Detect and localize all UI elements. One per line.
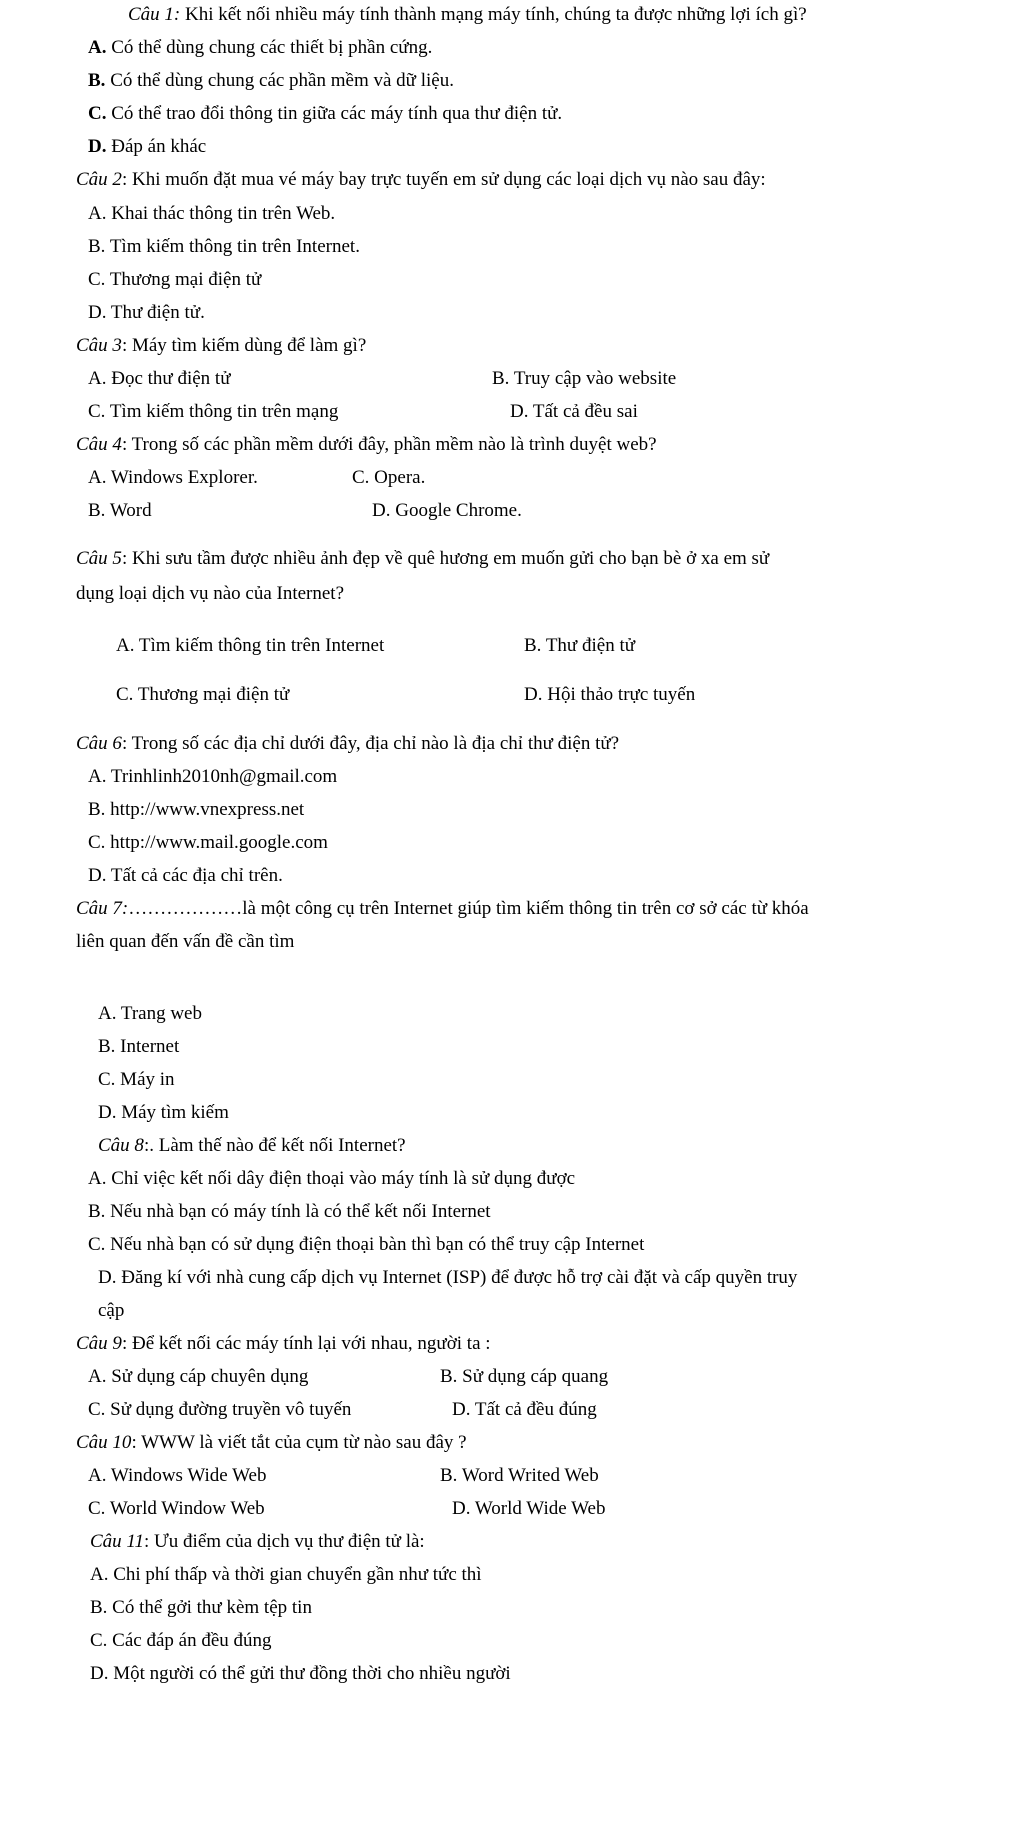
option-2a: A. Khai thác thông tin trên Web. — [88, 203, 336, 224]
question-text: : Trong số các địa chỉ dưới đây, địa chỉ nào là địa chỉ thư điện tử? — [121, 733, 620, 754]
option-3a: A. Đọc thư điện tử — [88, 368, 231, 389]
option-11c: C. Các đáp án đều đúng — [90, 1630, 272, 1651]
question-label: Câu 3 — [76, 335, 122, 356]
question-11 — [90, 1531, 425, 1553]
question-9 — [76, 1333, 491, 1355]
question-text: : Máy tìm kiếm dùng để làm gì? — [121, 335, 367, 356]
question-5-continuation: dụng loại dịch vụ nào của Internet? — [76, 583, 345, 604]
question-text: : Ưu điểm của dịch vụ thư điện tử là: — [144, 1531, 425, 1552]
option-2b: B. Tìm kiếm thông tin trên Internet. — [88, 236, 360, 257]
option-8c: C. Nếu nhà bạn có sử dụng điện thoại bàn thì bạn có thể truy cập Internet — [88, 1234, 645, 1255]
option-1d: D. Đáp án khác — [88, 136, 207, 157]
option-11d: D. Một người có thể gửi thư đồng thời cho nhiều người — [90, 1663, 511, 1684]
option-7a: A. Trang web — [98, 1003, 202, 1024]
option-4d: D. Google Chrome. — [372, 500, 522, 521]
question-text: Khi kết nối nhiều máy tính thành mạng máy tính, chúng ta được những lợi ích gì? — [180, 4, 807, 25]
option-4b: B. Word — [88, 500, 152, 521]
option-3b: B. Truy cập vào website — [492, 368, 677, 389]
option-3c: C. Tìm kiếm thông tin trên mạng — [88, 401, 339, 422]
option-4c: C. Opera. — [352, 467, 426, 488]
question-text: : Trong số các phần mềm dưới đây, phần mềm nào là trình duyệt web? — [121, 434, 657, 455]
option-1c: C. Có thể trao đổi thông tin giữa các máy tính qua thư điện tử. — [88, 103, 563, 124]
option-7b: B. Internet — [98, 1036, 180, 1057]
option-9d: D. Tất cả đều đúng — [452, 1399, 597, 1420]
option-4a: A. Windows Explorer. — [88, 467, 258, 488]
option-6d: D. Tất cả các địa chỉ trên. — [88, 865, 283, 886]
option-8b: B. Nếu nhà bạn có máy tính là có thể kết nối Internet — [88, 1201, 491, 1222]
question-3 — [76, 335, 366, 357]
option-5d: D. Hội thảo trực tuyến — [524, 684, 696, 705]
question-label: Câu 6 — [76, 733, 122, 754]
question-5 — [76, 548, 769, 570]
question-1 — [128, 4, 807, 26]
option-2d: D. Thư điện tử. — [88, 302, 205, 323]
question-text: : Để kết nối các máy tính lại với nhau, người ta : — [121, 1333, 491, 1354]
question-label: Câu 8 — [98, 1135, 144, 1156]
question-text: : WWW là viết tắt của cụm từ nào sau đây ? — [131, 1432, 467, 1453]
question-8 — [98, 1135, 406, 1157]
option-6c: C. http://www.mail.google.com — [88, 832, 328, 853]
option-9c: C. Sử dụng đường truyền vô tuyến — [88, 1399, 352, 1420]
question-label: Câu 2 — [76, 169, 122, 190]
question-7 — [76, 898, 809, 920]
option-6b: B. http://www.vnexpress.net — [88, 799, 305, 820]
question-text: ………………là một công cụ trên Internet giúp tìm kiếm thông tin trên cơ sở các từ khóa — [128, 898, 809, 919]
option-5c: C. Thương mại điện tử — [116, 684, 290, 705]
option-11b: B. Có thể gởi thư kèm tệp tin — [90, 1597, 312, 1618]
option-6a: A. Trinhlinh2010nh@gmail.com — [88, 766, 338, 787]
option-1a: A. Có thể dùng chung các thiết bị phần cứng. — [88, 37, 433, 58]
option-10b: B. Word Writed Web — [440, 1465, 599, 1486]
question-4 — [76, 434, 657, 456]
option-8d: D. Đăng kí với nhà cung cấp dịch vụ Internet (ISP) để được hỗ trợ cài đặt và cấp quyền truy — [98, 1267, 798, 1288]
option-2c: C. Thương mại điện tử — [88, 269, 262, 290]
question-10 — [76, 1432, 467, 1454]
option-10a: A. Windows Wide Web — [88, 1465, 267, 1486]
question-label: Câu 10 — [76, 1432, 132, 1453]
question-text: : Khi muốn đặt mua vé máy bay trực tuyến em sử dụng các loại dịch vụ nào sau đây: — [121, 169, 766, 190]
question-label: Câu 7: — [76, 898, 129, 919]
option-5a: A. Tìm kiếm thông tin trên Internet — [116, 635, 385, 656]
option-7d: D. Máy tìm kiếm — [98, 1102, 229, 1123]
option-11a: A. Chi phí thấp và thời gian chuyển gần như tức thì — [90, 1564, 482, 1585]
question-label: Câu 5 — [76, 548, 122, 569]
question-label: Câu 1: — [128, 4, 181, 25]
question-text: :. Làm thế nào để kết nối Internet? — [143, 1135, 406, 1156]
option-7c: C. Máy in — [98, 1069, 175, 1090]
question-7-continuation: liên quan đến vấn đề cần tìm — [76, 931, 295, 952]
option-3d: D. Tất cả đều sai — [510, 401, 638, 422]
question-text: : Khi sưu tầm được nhiều ảnh đẹp về quê hương em muốn gửi cho bạn bè ở xa em sử — [121, 548, 770, 569]
question-label: Câu 11 — [90, 1531, 145, 1552]
option-10d: D. World Wide Web — [452, 1498, 606, 1519]
option-8d-continuation: cập — [98, 1300, 125, 1321]
question-label: Câu 4 — [76, 434, 122, 455]
question-label: Câu 9 — [76, 1333, 122, 1354]
option-5b: B. Thư điện tử — [524, 635, 636, 656]
question-2 — [76, 169, 766, 191]
option-10c: C. World Window Web — [88, 1498, 265, 1519]
question-6 — [76, 733, 619, 755]
option-9a: A. Sử dụng cáp chuyên dụng — [88, 1366, 309, 1387]
option-1b: B. Có thể dùng chung các phần mềm và dữ liệu. — [88, 70, 454, 91]
option-9b: B. Sử dụng cáp quang — [440, 1366, 609, 1387]
option-8a: A. Chỉ việc kết nối dây điện thoại vào máy tính là sử dụng được — [88, 1168, 576, 1189]
